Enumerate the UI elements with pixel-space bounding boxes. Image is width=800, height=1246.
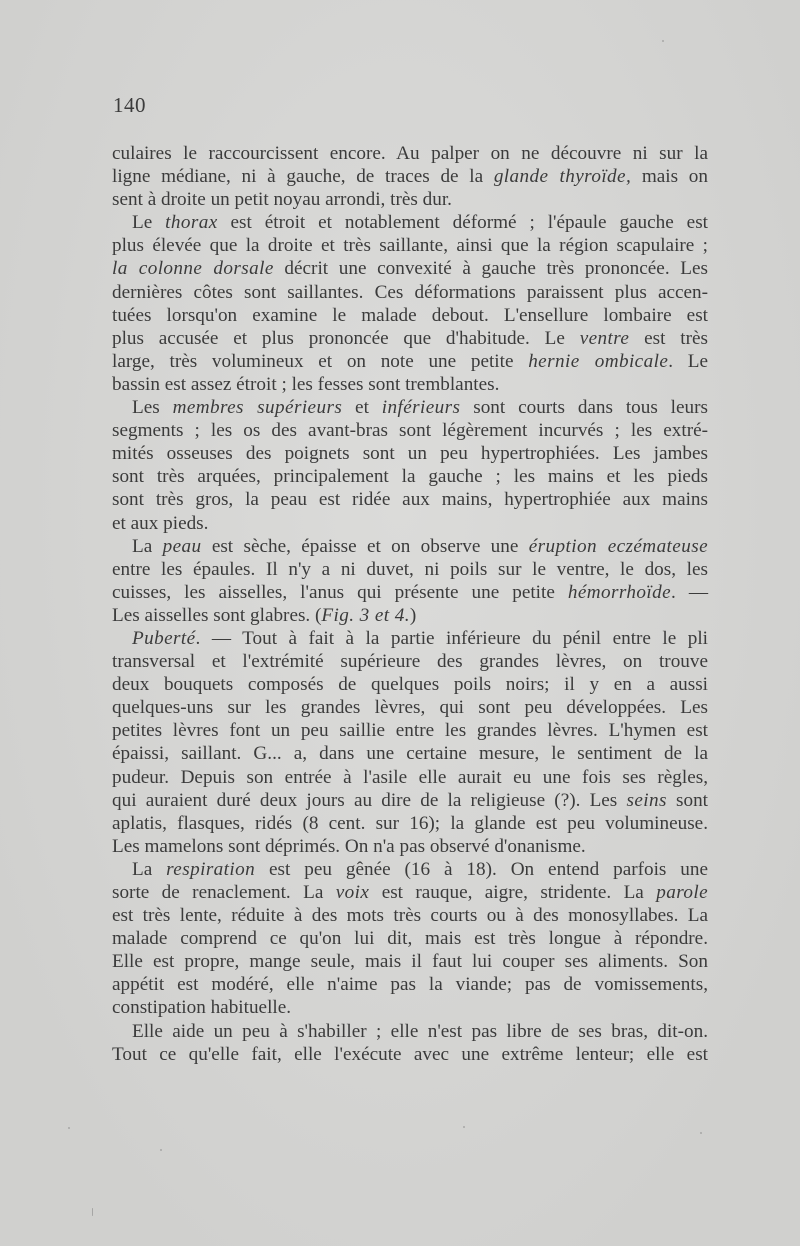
text-run: . — Tout à fait à la partie inférieure du pénil entre le pli (195, 627, 708, 649)
text-run: ) (409, 604, 417, 626)
text-run: cuisses, les aisselles, l'anus qui présente une petite (112, 581, 568, 603)
paper-speck (463, 1126, 465, 1128)
page-number: 140 (113, 93, 146, 117)
text-line: et aux pieds. (112, 512, 209, 534)
italic-term: Puberté (132, 627, 196, 649)
body-text (112, 142, 708, 1066)
text-line (112, 396, 708, 419)
italic-term: ventre (579, 327, 630, 349)
text-line: petites lèvres font un peu saillie entre les grandes lèvres. L'hymen est (112, 720, 708, 742)
text-run: . — (671, 581, 709, 603)
text-line: épaissi, saillant. G... a, dans une certaine mesure, le sentiment de la (112, 743, 708, 765)
text-run: Le (132, 212, 166, 234)
text-line: entre les épaules. Il n'y a ni duvet, ni poils sur le ventre, le dos, les (112, 558, 708, 580)
text-line (112, 581, 708, 604)
text-line: tuées lorsqu'on examine le malade debout. L'ensellure lombaire est (112, 304, 708, 326)
text-line: sent à droite un petit noyau arrondi, très dur. (112, 189, 452, 211)
text-run: Les (132, 397, 173, 419)
text-line: deux bouquets composés de quelques poils noirs; il y en a aussi (112, 674, 708, 696)
text-line: bassin est assez étroit ; les fesses sont tremblantes. (112, 373, 500, 395)
text-line: sont très arquées, principalement la gauche ; les mains et les pieds (112, 466, 708, 488)
text-run: sorte de renaclement. La (112, 882, 336, 903)
text-run: est très (629, 327, 708, 349)
text-run: Les aisselles sont glabres. ( (112, 604, 322, 626)
text-line: segments ; les os des avant-bras sont légèrement incurvés ; les extré- (112, 420, 708, 442)
paper-speck (700, 1132, 702, 1134)
text-line: aplatis, flasques, ridés (8 cent. sur 16); la glande est peu volumineuse. (112, 812, 708, 834)
text-line (112, 257, 708, 280)
italic-term: membres supérieurs (172, 397, 343, 419)
text-line: constipation habituelle. (112, 997, 292, 1019)
paper-speck (68, 1127, 70, 1129)
italic-term: hernie ombicale (528, 350, 669, 372)
text-line (112, 858, 708, 881)
text-run: sont (666, 789, 708, 811)
text-run: sont courts dans tous leurs (460, 397, 708, 419)
text-run: La (132, 858, 167, 880)
text-line: malade comprend ce qu'on lui dit, mais est très longue à répondre. (112, 928, 708, 950)
text-line (112, 627, 708, 650)
paper-speck (92, 1208, 93, 1216)
italic-term: glande thyroïde, (493, 166, 632, 188)
text-line: Les mamelons sont déprimés. On n'a pas observé d'onanisme. (112, 835, 586, 857)
text-run: est rauque, aigre, stridente. La (369, 882, 657, 903)
text-line: transversal et l'extrémité supérieure des grandes lèvres, on trouve (112, 651, 708, 673)
text-line (112, 165, 708, 188)
text-run: mais on (631, 166, 708, 188)
italic-term: parole (656, 882, 709, 903)
text-line (112, 211, 708, 234)
text-run: décrit une convexité à gauche très prononcée. Les (273, 258, 708, 280)
text-line (112, 535, 708, 558)
italic-term: respiration (166, 858, 256, 880)
text-run: est étroit et notablement déformé ; l'épaule gauche est (217, 212, 708, 234)
text-line: appétit est modéré, elle n'aime pas la viande; pas de vomissements, (112, 974, 708, 996)
italic-term: seins (626, 789, 667, 811)
text-line: mités osseuses des poignets sont un peu hypertrophiées. Les jambes (112, 443, 708, 465)
text-line: pudeur. Depuis son entrée à l'asile elle aurait eu une fois ses règles, (112, 766, 708, 788)
text-line: Tout ce qu'elle fait, elle l'exécute avec une extrême lenteur; elle est (112, 1043, 708, 1065)
text-line: Elle aide un peu à s'habiller ; elle n'est pas libre de ses bras, dit-on. (132, 1020, 708, 1042)
text-line: dernières côtes sont saillantes. Ces déformations paraissent plus accen- (112, 281, 708, 303)
italic-term: Fig. 3 et 4. (321, 604, 410, 626)
text-line: Elle est propre, mange seule, mais il faut lui couper ses aliments. Son (112, 951, 708, 973)
paper-speck (160, 1149, 162, 1151)
paper-speck (662, 40, 664, 42)
italic-term: voix (335, 882, 370, 903)
text-run: est sèche, épaisse et on observe une (201, 535, 529, 557)
italic-term: thorax (165, 212, 218, 234)
text-line (112, 789, 708, 812)
text-line: culaires le raccourcissent encore. Au palper on ne découvre ni sur la (112, 143, 708, 164)
text-run: . Le (668, 350, 708, 372)
text-run: est peu gênée (16 à 18). On entend parfois une (255, 858, 708, 880)
text-run: ligne médiane, ni à gauche, de traces de la (112, 166, 494, 188)
text-line: plus élevée que la droite et très saillante, ainsi que la région scapulaire ; (112, 235, 708, 257)
text-run: qui auraient duré deux jours au dire de la religieuse (?). Les (112, 789, 627, 811)
italic-term: peau (162, 535, 202, 557)
text-run: large, très volumineux et on note une petite (112, 350, 529, 372)
text-run: La (132, 535, 163, 557)
italic-term: hémorrhoïde (567, 581, 672, 603)
text-line (112, 604, 708, 627)
text-run: et (342, 397, 382, 419)
text-line (112, 350, 708, 373)
italic-term: éruption eczémateuse (528, 535, 708, 557)
text-line: sont très gros, la peau est ridée aux mains, hypertrophiée aux mains (112, 489, 708, 511)
text-run: plus accusée et plus prononcée que d'habitude. Le (112, 327, 580, 349)
italic-term: inférieurs (381, 397, 461, 419)
text-line (112, 327, 708, 350)
text-line: quelques-uns sur les grandes lèvres, qui sont peu développées. Les (112, 697, 708, 719)
italic-term: la colonne dorsale (112, 258, 274, 280)
text-line: est très lente, réduite à des mots très courts ou à des monosyllabes. La (112, 905, 708, 927)
text-line (112, 881, 708, 904)
